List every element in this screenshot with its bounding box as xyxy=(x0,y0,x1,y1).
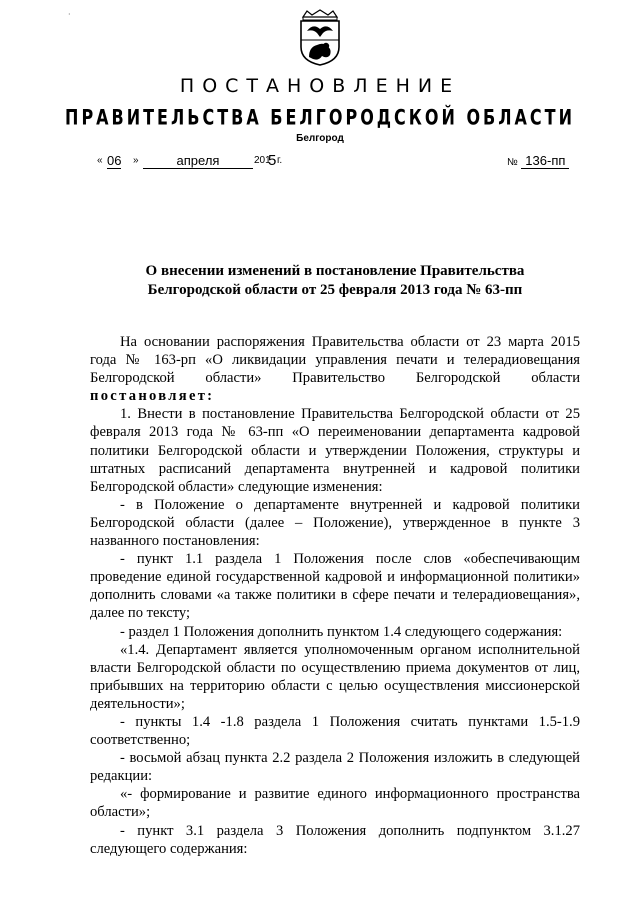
number-value: 136-пп xyxy=(521,153,569,169)
issuer-title: ПРАВИТЕЛЬСТВА БЕЛГОРОДСКОЙ ОБЛАСТИ xyxy=(65,104,575,130)
document-number xyxy=(507,153,569,169)
coat-of-arms-emblem xyxy=(295,9,345,66)
document-heading xyxy=(90,262,580,300)
heading-line-2: Белгородской области от 25 февраля 2013 года № 63-пп xyxy=(147,282,523,298)
paragraph-section-1: - раздел 1 Положения дополнить пунктом 1.4 следующего содержания: xyxy=(120,623,563,640)
paragraph-regulation: - в Положение о департаменте внутренней и кадровой политики Белгородской области (далее – Положение), утвержденное в пункте 3 названного постановления: xyxy=(90,496,580,550)
date-day xyxy=(107,153,121,169)
scan-mark: · xyxy=(68,10,71,19)
date-year-prefix: 201 xyxy=(254,155,271,166)
paragraph-clause-1-1: - пункт 1.1 раздела 1 Положения после слов «обеспечивающим проведение единой государственной кадровой и информационной политики» дополнить словами «а также политики в сфере печати и телерадиовещания», далее по тексту; xyxy=(90,551,580,622)
document-type-title: ПОСТАНОВЛЕНИЕ xyxy=(179,75,461,97)
date-month: апреля xyxy=(143,153,253,169)
date-year-suffix: г. xyxy=(277,155,283,166)
date-day-value: 06 xyxy=(107,153,122,168)
paragraph-info-space: «- формирование и развитие единого информационного пространства области»; xyxy=(90,786,580,821)
date-open-quote: « xyxy=(97,155,103,166)
date-year-digit: 5 xyxy=(268,152,277,169)
paragraph-clause-3-1: - пункт 3.1 раздела 3 Положения дополнить подпунктом 3.1.27 следующего содержания: xyxy=(90,822,580,857)
paragraph-clause-2-2: - восьмой абзац пункта 2.2 раздела 2 Положения изложить в следующей редакции: xyxy=(90,750,580,785)
document-body xyxy=(90,333,580,858)
paragraph-resolves: постановляет: xyxy=(90,388,215,405)
number-label: № xyxy=(507,157,518,168)
heading-line-1: О внесении изменений в постановление Правительства xyxy=(145,263,525,279)
city-label: Белгород xyxy=(296,133,344,144)
paragraph-renumber: - пункты 1.4 -1.8 раздела 1 Положения считать пунктами 1.5-1.9 соответственно; xyxy=(90,713,580,749)
paragraph-clause-1-4: «1.4. Департамент является уполномоченным органом исполнительной власти Белгородской области по осуществлению приема документов от лиц, прибывших на территорию области с целью осуществления миссионерской деятельности»; xyxy=(90,641,580,712)
paragraph-preamble: На основании распоряжения Правительства области от 23 марта 2015 года № 163-рп «О ликвидации управления печати и телерадиовещания Белгородской области» Правительство Белгородской области xyxy=(90,334,580,387)
coat-of-arms-icon xyxy=(295,9,345,66)
paragraph-item-1: 1. Внести в постановление Правительства Белгородской области от 25 февраля 2013 года № 63-пп «О переименовании департамента кадровой политики Белгородской области и утверждении Положения, структуры и штатных расписаний департамента внутренней и кадровой политики Белгородской области» следующие изменения: xyxy=(90,406,580,495)
date-close-quote: » xyxy=(133,155,139,166)
